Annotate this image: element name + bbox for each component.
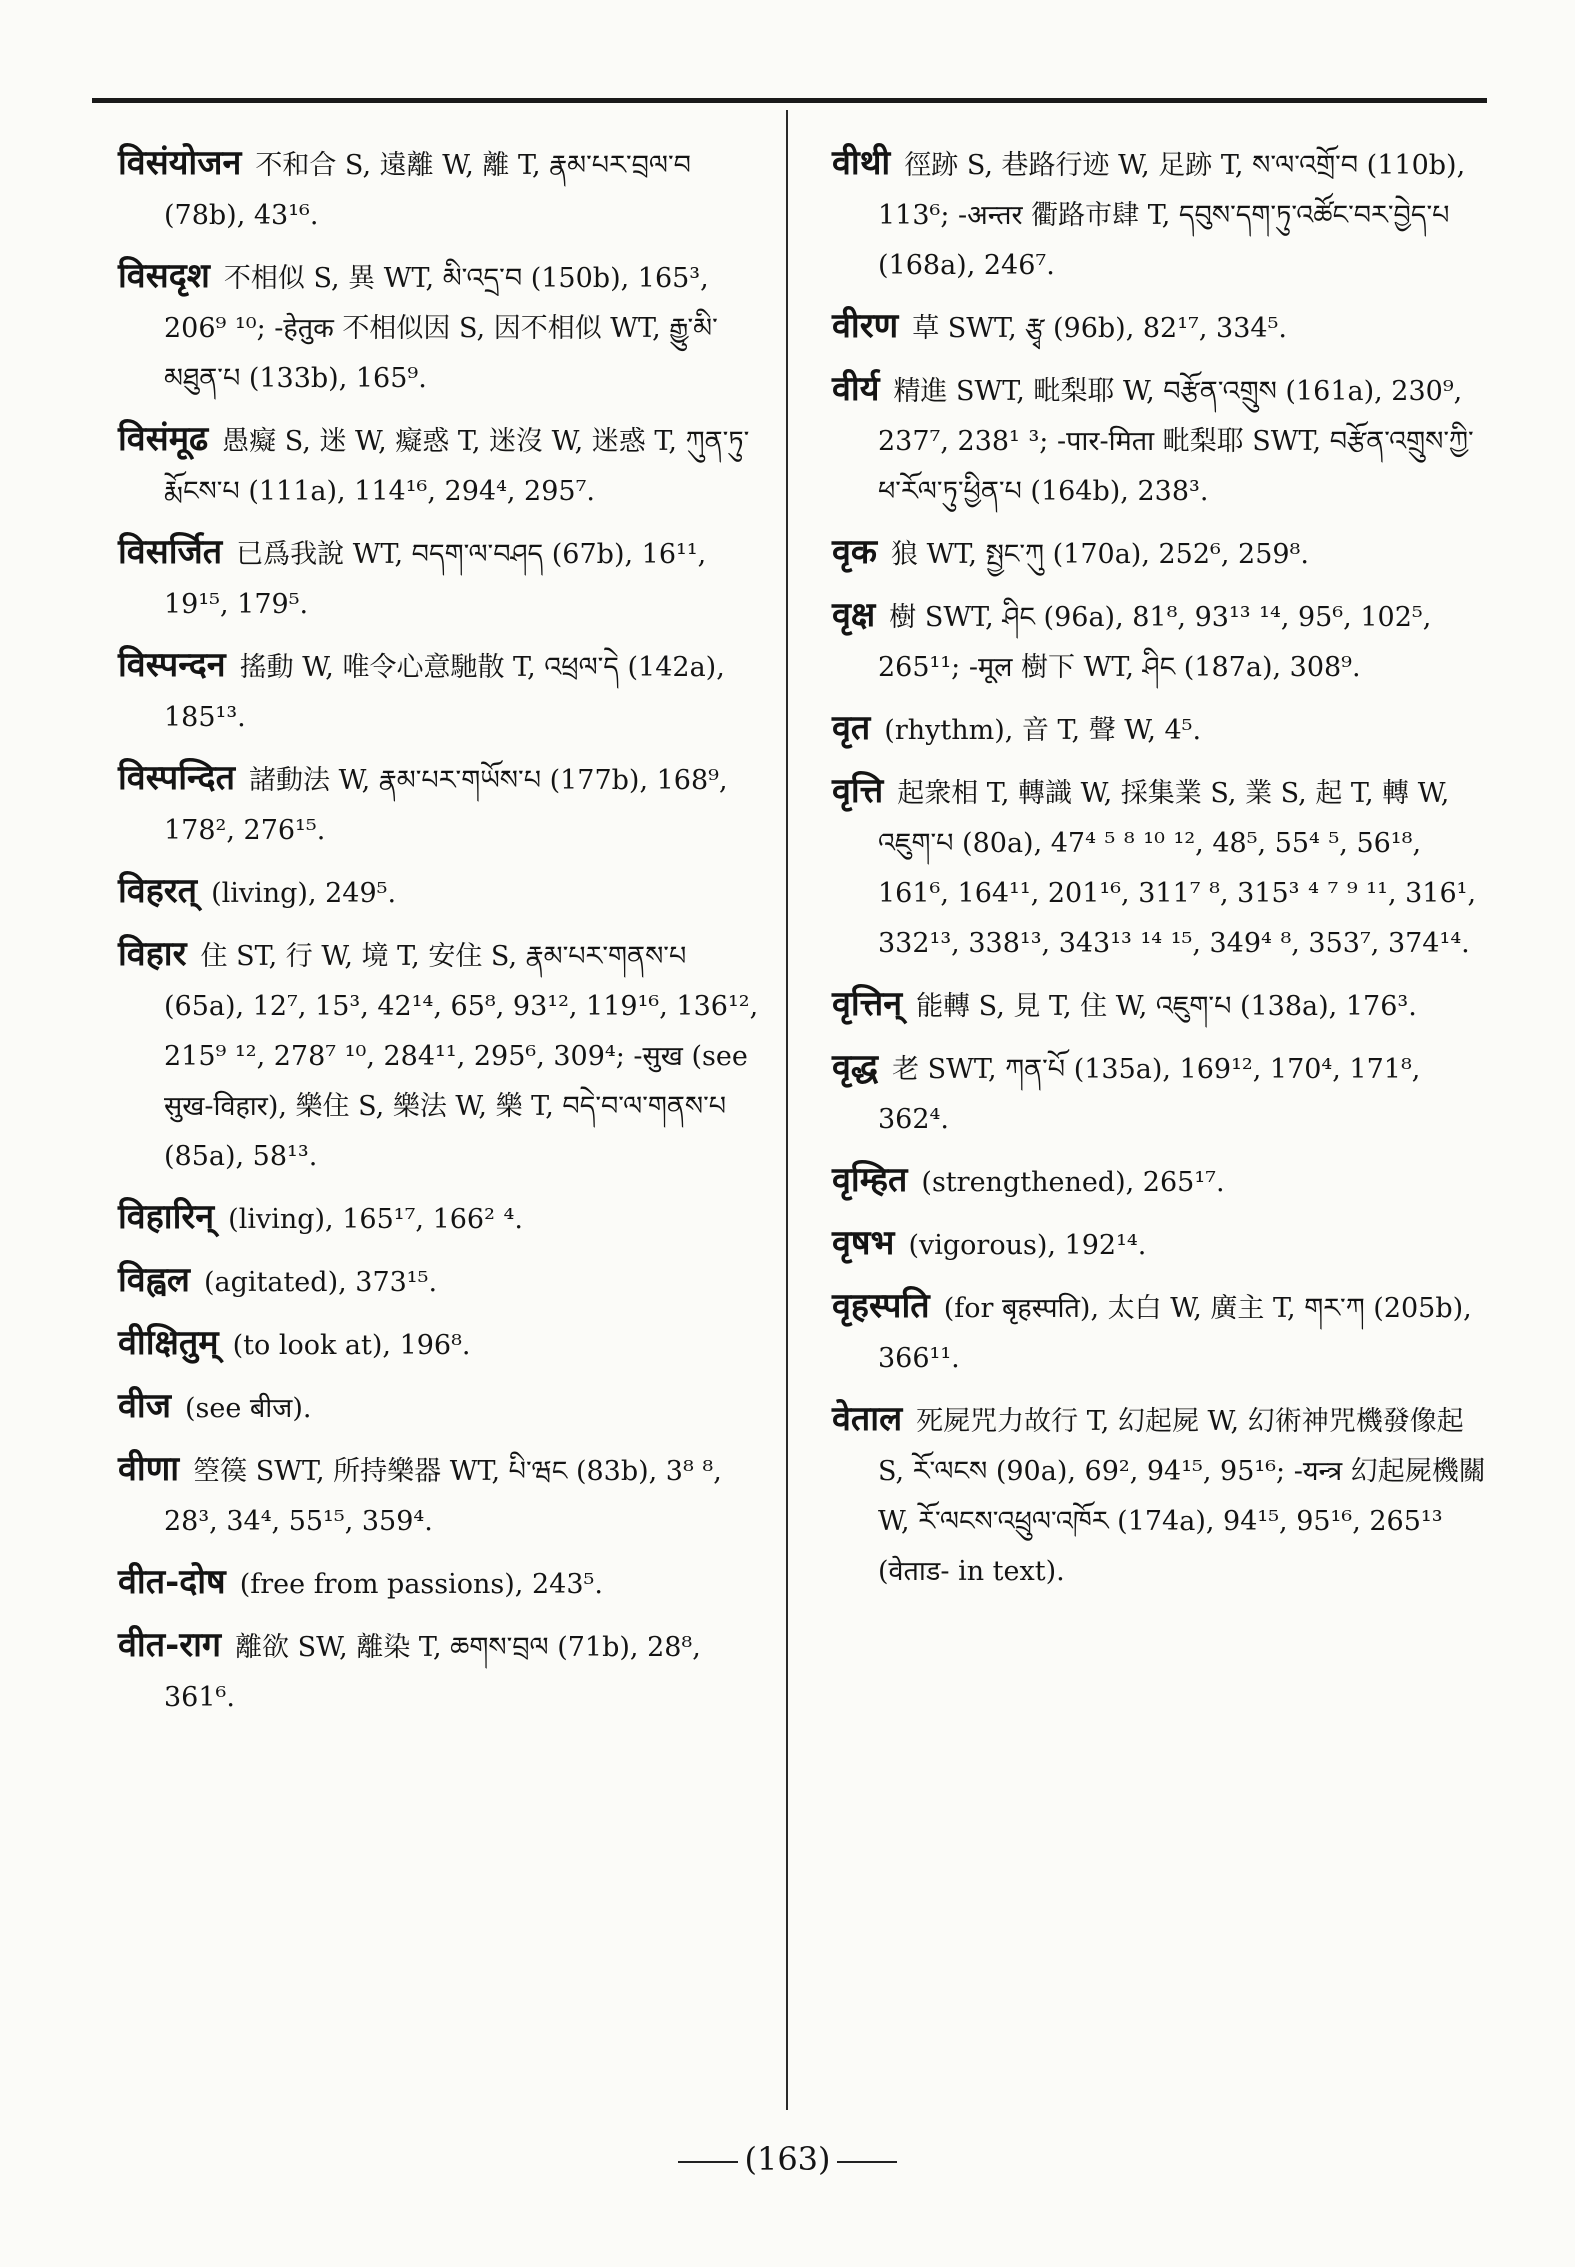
dictionary-entry bbox=[118, 1192, 773, 1245]
entry-headword: वृक्ष bbox=[832, 595, 876, 635]
entry-definition: (to look at), 196⁸. bbox=[232, 1330, 471, 1361]
entry-headword: वृत bbox=[832, 708, 871, 748]
entry-definition: (living), 165¹⁷, 166² ⁴. bbox=[228, 1204, 523, 1235]
entry-headword: वीक्षितुम् bbox=[118, 1323, 219, 1363]
right-column bbox=[832, 138, 1487, 1607]
entry-definition: 住 ST, 行 W, 境 T, 安住 S, རྣམ་པར་གནས་པ (65a), 12⁷, 15³, 42¹⁴, 65⁸, 93¹², 119¹⁶, 136¹², 215⁹ ¹², 278⁷ ¹⁰, 284¹¹, 295⁶, 309⁴; -सुख (see सुख-विहार), 樂住 S, 樂法 W, 樂 T, བདེ་བ་ལ་གནས་པ (85a), 58¹³. bbox=[164, 941, 759, 1172]
entry-definition: 死屍咒力故行 T, 幻起屍 W, 幻術神咒機發像起 S, རོ་ལངས (90a), 69², 94¹⁵, 95¹⁶; -यन्त्र 幻起屍機關 W, རོ་ལངས་འཕྲུལ་འཁོར (174a), 94¹⁵, 95¹⁶, 265¹³ (वेताड- in text). bbox=[878, 1406, 1486, 1587]
dictionary-entry bbox=[118, 1255, 773, 1308]
dictionary-entry bbox=[832, 1394, 1487, 1597]
dictionary-entry bbox=[118, 929, 773, 1182]
dictionary-entry bbox=[118, 1620, 773, 1723]
entry-definition: 草 SWT, རྩྭ (96b), 82¹⁷, 334⁵. bbox=[912, 313, 1287, 344]
entry-headword: वृम्हित bbox=[832, 1160, 908, 1200]
dictionary-entry bbox=[118, 138, 773, 241]
entry-definition: (vigorous), 192¹⁴. bbox=[908, 1230, 1147, 1261]
dictionary-entry bbox=[118, 1557, 773, 1610]
entry-headword: विसदृश bbox=[118, 256, 210, 296]
entry-definition: 不和合 S, 遠離 W, 離 T, རྣམ་པར་བྲལ་བ (78b), 43¹⁶. bbox=[164, 150, 691, 231]
entry-definition: (free from passions), 243⁵. bbox=[239, 1569, 603, 1600]
entry-headword: विस्पन्दन bbox=[118, 645, 226, 685]
entry-headword: वीत-राग bbox=[118, 1625, 222, 1665]
entry-definition: 愚癡 S, 迷 W, 癡惑 T, 迷沒 W, 迷惑 T, ཀུན་ཏུ་རྨོངས་པ (111a), 114¹⁶, 294⁴, 295⁷. bbox=[164, 426, 750, 507]
entry-definition: 能轉 S, 見 T, 住 W, འཇུག་པ (138a), 176³. bbox=[916, 991, 1417, 1022]
column-divider bbox=[786, 110, 788, 2110]
entry-headword: विहार bbox=[118, 934, 187, 974]
entry-headword: वेताल bbox=[832, 1399, 903, 1439]
entry-headword: वीत-दोष bbox=[118, 1562, 226, 1602]
dictionary-entry bbox=[118, 414, 773, 517]
dictionary-entry bbox=[118, 1381, 773, 1434]
dictionary-entry bbox=[832, 1281, 1487, 1384]
entry-headword: वृक bbox=[832, 532, 878, 572]
entry-headword: वृषभ bbox=[832, 1223, 895, 1263]
dictionary-entry bbox=[118, 527, 773, 630]
entry-definition: (agitated), 373¹⁵. bbox=[203, 1267, 438, 1298]
entry-headword: विसंमूढ bbox=[118, 419, 209, 459]
dictionary-entry bbox=[118, 753, 773, 856]
entry-headword: वीरण bbox=[832, 306, 899, 346]
dictionary-entry bbox=[832, 766, 1487, 969]
entry-headword: विह्वल bbox=[118, 1260, 190, 1300]
entry-definition: 搖動 W, 唯令心意馳散 T, འཕྲལ་དེ (142a), 185¹³. bbox=[164, 652, 725, 733]
dictionary-entry bbox=[118, 640, 773, 743]
entry-headword: वीर्य bbox=[832, 369, 880, 409]
dictionary-entry bbox=[118, 251, 773, 404]
dictionary-entry bbox=[832, 1042, 1487, 1145]
dictionary-entry bbox=[832, 1218, 1487, 1271]
entry-headword: वीथी bbox=[832, 143, 891, 183]
entry-definition: 諸動法 W, རྣམ་པར་གཡོས་པ (177b), 168⁹, 178², 276¹⁵. bbox=[164, 765, 728, 846]
dictionary-entry bbox=[832, 703, 1487, 756]
entry-definition: (strengthened), 265¹⁷. bbox=[921, 1167, 1225, 1198]
dictionary-entry bbox=[832, 301, 1487, 354]
entry-definition: 已爲我說 WT, བདག་ལ་བཤད (67b), 16¹¹, 19¹⁵, 179⁵. bbox=[164, 539, 707, 620]
entry-definition: 起衆相 T, 轉識 W, 採集業 S, 業 S, 起 T, 轉 W, འཇུག་པ (80a), 47⁴ ⁵ ⁸ ¹⁰ ¹², 48⁵, 55⁴ ⁵, 56¹⁸, 161⁶, 164¹¹, 201¹⁶, 311⁷ ⁸, 315³ ⁴ ⁷ ⁹ ¹¹, 316¹, 332¹³, 338¹³, 343¹³ ¹⁴ ¹⁵, 349⁴ ⁸, 353⁷, 374¹⁴. bbox=[878, 778, 1477, 959]
entry-definition: (rhythm), 音 T, 聲 W, 4⁵. bbox=[884, 715, 1202, 746]
entry-definition: 樹 SWT, ཤིང (96a), 81⁸, 93¹³ ¹⁴, 95⁶, 102⁵, 265¹¹; -मूल 樹下 WT, ཤིང (187a), 308⁹. bbox=[878, 602, 1432, 683]
entry-definition: 不相似 S, 異 WT, མི་འདྲ་བ (150b), 165³, 206⁹ ¹⁰; -हेतुक 不相似因 S, 因不相似 WT, རྒྱུ་མི་མཐུན་པ (133b), 165⁹. bbox=[164, 263, 718, 394]
dictionary-entry bbox=[118, 866, 773, 919]
entry-headword: विस्पन्दित bbox=[118, 758, 235, 798]
top-rule bbox=[92, 98, 1487, 103]
dictionary-entry bbox=[832, 527, 1487, 580]
page-number: 163 bbox=[756, 2140, 819, 2178]
entry-definition: 老 SWT, ཀན་པོ (135a), 169¹², 170⁴, 171⁸, 362⁴. bbox=[878, 1054, 1421, 1135]
dictionary-entry bbox=[118, 1444, 773, 1547]
entry-definition: (for बृहस्पति), 太白 W, 廣主 T, གར་ཀ (205b), 366¹¹. bbox=[878, 1293, 1472, 1374]
dictionary-entry bbox=[832, 979, 1487, 1032]
dictionary-entry bbox=[832, 1155, 1487, 1208]
entry-headword: वृत्ति bbox=[832, 771, 884, 811]
page-footer: (163) bbox=[0, 2140, 1575, 2178]
dictionary-entry bbox=[832, 138, 1487, 291]
entry-headword: वीणा bbox=[118, 1449, 180, 1489]
entry-definition: (living), 249⁵. bbox=[211, 878, 397, 909]
entry-headword: विसंयोजन bbox=[118, 143, 242, 183]
left-column bbox=[118, 138, 773, 1733]
entry-headword: विहारिन् bbox=[118, 1197, 215, 1237]
entry-definition: 離欲 SW, 離染 T, ཆགས་བྲལ (71b), 28⁸, 361⁶. bbox=[164, 1632, 701, 1713]
entry-headword: वृहस्पति bbox=[832, 1286, 930, 1326]
entry-definition: (see बीज). bbox=[184, 1393, 312, 1424]
entry-headword: वीज bbox=[118, 1386, 171, 1426]
entry-definition: 箜篌 SWT, 所持樂器 WT, པི་ཝང (83b), 3⁸ ⁸, 28³, 34⁴, 55¹⁵, 359⁴. bbox=[164, 1456, 722, 1537]
entry-headword: वृत्तिन् bbox=[832, 984, 903, 1024]
entry-headword: विसर्जित bbox=[118, 532, 223, 572]
dictionary-entry bbox=[832, 364, 1487, 517]
dictionary-entry bbox=[832, 590, 1487, 693]
dictionary-entry bbox=[118, 1318, 773, 1371]
entry-definition: 精進 SWT, 毗梨耶 W, བརྩོན་འགྲུས (161a), 230⁹, 237⁷, 238¹ ³; -पार-मिता 毗梨耶 SWT, བརྩོན་འགྲུས་ཀྱི་ཕ་རོལ་ཏུ་ཕྱིན་པ (164b), 238³. bbox=[878, 376, 1474, 507]
entry-definition: 徑跡 S, 巷路行迹 W, 足跡 T, ས་ལ་འགྲོ་བ (110b), 113⁶; -अन्तर 衢路市肆 T, དབུས་དག་ཏུ་འཚོང་བར་བྱེད་པ (168a), 246⁷. bbox=[878, 150, 1466, 281]
entry-definition: 狼 WT, སྤྱང་ཀུ (170a), 252⁶, 259⁸. bbox=[891, 539, 1309, 570]
entry-headword: विहरत् bbox=[118, 871, 198, 911]
entry-headword: वृद्ध bbox=[832, 1047, 879, 1087]
